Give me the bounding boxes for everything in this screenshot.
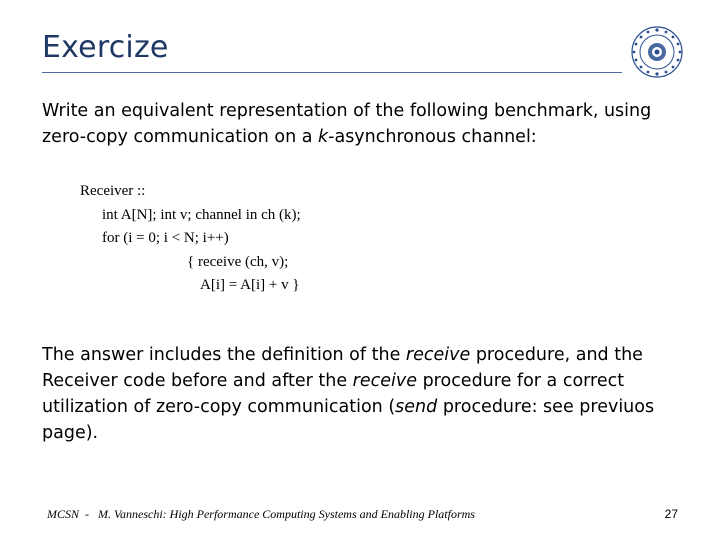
answer-text-2: procedure, and the Receiver code before and after the [42,345,643,391]
answer-receive-2: receive [352,371,417,391]
code-line-1: Receiver :: [80,183,146,199]
answer-send: send [395,397,438,417]
title-divider [42,72,622,73]
page-number: 27 [664,507,678,521]
code-line-5: A[i] = A[i] + v } [200,277,300,293]
benchmark-code [80,180,301,298]
footer-text: MCSN - M. Vanneschi: High Performance Computing Systems and Enabling Platforms [47,507,475,521]
answer-text-4: procedure: see previuos page). [42,397,655,443]
slide-title: Exercize [42,30,169,65]
exercise-intro [42,98,682,150]
answer-description [42,342,682,446]
intro-k: k [318,127,329,147]
answer-receive-1: receive [405,345,471,365]
code-line-4: { receive (ch, v); [187,253,289,270]
code-line-2: int A[N]; int v; channel in ch (k); [102,206,301,223]
intro-text-1: Write an equivalent representation of the following benchmark, using zero-copy communication on a [42,101,652,147]
code-line-3: for (i = 0; i < N; i++) [102,230,229,246]
answer-text-1: The answer includes the definition of the [42,345,406,365]
university-seal-icon [626,24,688,80]
intro-text-2: -asynchronous channel: [328,127,537,147]
answer-text-3: procedure for a correct utilization of zero-copy communication ( [42,371,625,417]
